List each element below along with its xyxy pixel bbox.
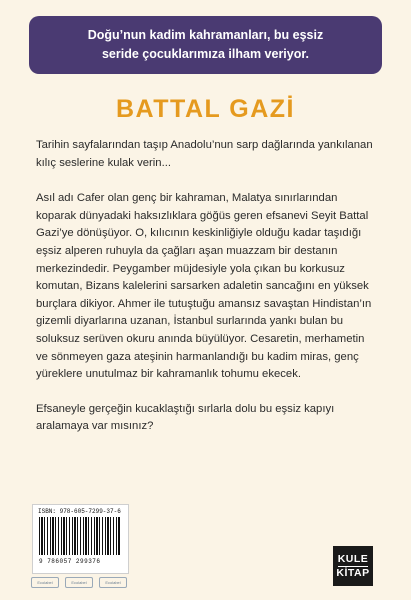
banner-text: Doğu’nun kadim kahramanları, bu eşsiz seride çocuklarımıza ilham veriyor. bbox=[87, 28, 324, 61]
paragraph-intro: Tarihin sayfalarından taşıp Anadolu’nun sarp dağlarında yankılanan kılıç seslerine kulak verin... bbox=[36, 139, 373, 169]
publisher-logo bbox=[333, 546, 373, 586]
book-title: BATTAL GAZİ bbox=[116, 95, 295, 123]
publisher-line2: KİTAP bbox=[336, 566, 370, 579]
back-cover-text bbox=[36, 137, 376, 454]
top-banner bbox=[29, 16, 382, 74]
paragraph-closing: Efsaneyle gerçeğin kucaklaştığı sırlarla dolu bu eşsiz kapıyı aralamaya var mısınız? bbox=[36, 402, 335, 433]
ecolabel-logo: Ecolabel bbox=[65, 577, 93, 588]
certification-logos bbox=[31, 577, 127, 588]
publisher-line1: KULE bbox=[337, 552, 369, 565]
isbn-label: ISBN: 978-605-7299-37-6 bbox=[38, 508, 121, 515]
paragraph-story: Asıl adı Cafer olan genç bir kahraman, Malatya sınırlarından koparak dünyadaki haksızlıklara göğüs geren efsanevi Seyit Battal Gazi’ye dönüşüyor. O, kılıcının keskinliğiyle olduğu kadar taşıdığı eşsiz alperen ruhuyla da çağları aşan muazzam bir destanın merkezindedir. Peygamber müjdesiyle yola çıkan bu korkusuz komutan, Bizans kalelerini sarsarken adaletin sancağını en yüksek burçlara dikiyor. Ahmer ile tutuştuğu amansız savaştan Hindistan’ın gizemli diyarlarına uzanan, İstanbul surlarında yankı bulan bu soluksuz serüven okuru anında büyülüyor. Cesaretin, merhametin ve sönmeyen gaza ateşinin harmanlandığı bu kadim miras, genç yüreklere unutulmaz bir kahramanlık tohumu ekecek. bbox=[36, 192, 372, 381]
barcode-number: 9 786057 299376 bbox=[39, 558, 101, 565]
isbn-barcode bbox=[32, 504, 129, 574]
barcode-bars bbox=[39, 517, 121, 555]
ecolabel-logo: Ecolabel bbox=[31, 577, 59, 588]
ecolabel-logo: Ecolabel bbox=[99, 577, 127, 588]
